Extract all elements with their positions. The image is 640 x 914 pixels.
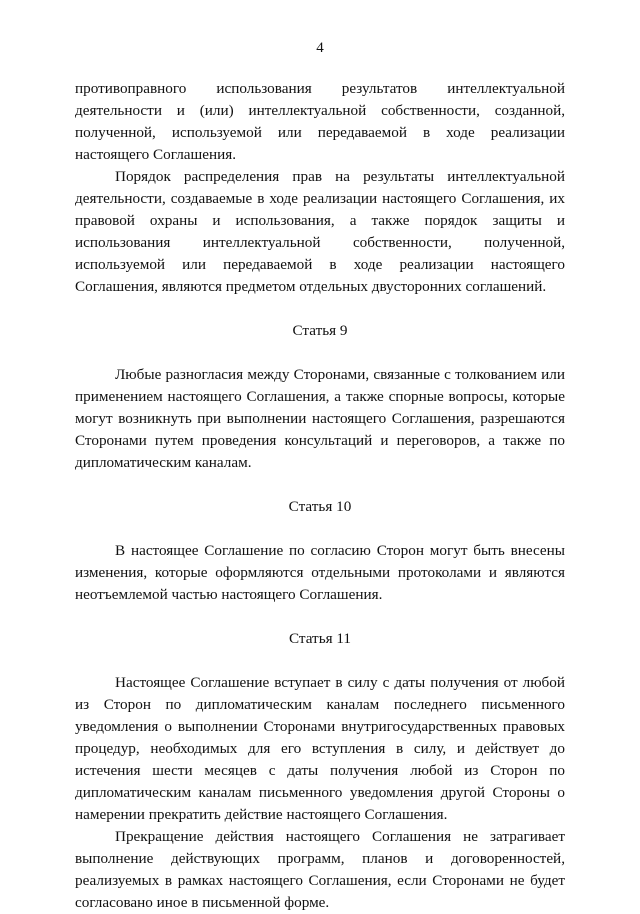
paragraph-article-9: Любые разногласия между Сторонами, связанные с толкованием или применением настоящего Соглашения, а также спорные вопросы, которые могут возникнуть при выполнении настоящего Соглашения, разрешаются Сторонами путем проведения консультаций и переговоров, а также по дипломатическим каналам. (75, 366, 565, 471)
article-heading-10: Статья 10 (288, 498, 352, 515)
paragraph-rights-distribution: Порядок распределения прав на результаты интеллектуальной деятельности, создаваемые в ходе реализации настоящего Соглашения, их правовой охраны и использования, а также порядок защиты и использования интеллектуальной собственности, полученной, используемой или передаваемой в ходе реализации настоящего Соглашения, являются предметом отдельных двусторонних соглашений. (75, 168, 565, 295)
page-number: 4 (316, 40, 324, 56)
document-body (75, 78, 565, 914)
paragraph-ip-rights-continuation: противоправного использования результатов интеллектуальной деятельности и (или) интеллектуальной собственности, созданной, полученной, используемой или передаваемой в ходе реализации настоящего Соглашения. (75, 80, 565, 163)
article-heading-11: Статья 11 (288, 630, 352, 647)
paragraph-article-10: В настоящее Соглашение по согласию Сторон могут быть внесены изменения, которые оформляются отдельными протоколами и являются неотъемлемой частью настоящего Соглашения. (75, 542, 565, 603)
article-heading-9: Статья 9 (292, 322, 348, 339)
paragraph-article-11-termination: Прекращение действия настоящего Соглашения не затрагивает выполнение действующих программ, планов и договоренностей, реализуемых в рамках настоящего Соглашения, если Сторонами не будет согласовано иное в письменной форме. (75, 828, 565, 911)
paragraph-article-11-entry-into-force: Настоящее Соглашение вступает в силу с даты получения от любой из Сторон по дипломатическим каналам последнего письменного уведомления о выполнении Сторонами внутригосударственных правовых процедур, необходимых для его вступления в силу, и действует до истечения шести месяцев с даты получения любой из Сторон по дипломатическим каналам письменного уведомления другой Стороны о намерении прекратить действие настоящего Соглашения. (75, 674, 565, 823)
